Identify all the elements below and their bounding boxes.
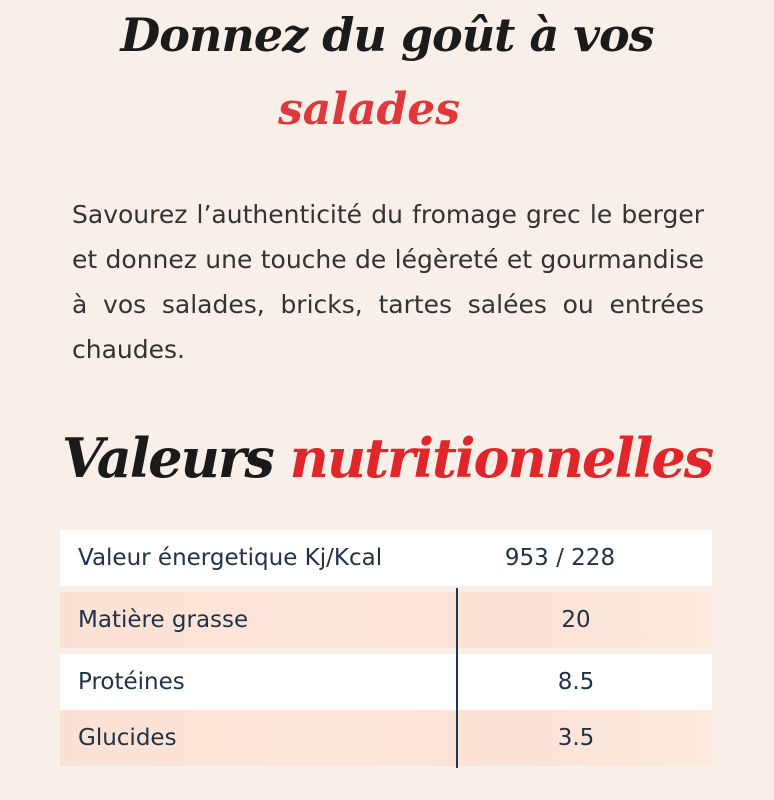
nutrition-title bbox=[0, 418, 774, 498]
row-value: 20 bbox=[561, 607, 591, 633]
nutrition-title-dark: Valeurs bbox=[61, 426, 273, 490]
row-label: Matière grasse bbox=[78, 607, 249, 633]
row-label: Glucides bbox=[78, 725, 177, 751]
table-row bbox=[60, 654, 712, 710]
column-divider bbox=[456, 588, 458, 768]
row-value: 3.5 bbox=[557, 725, 595, 751]
hero-title: Donnez du goût à vos bbox=[120, 8, 654, 62]
row-label: Valeur énergetique Kj/Kcal bbox=[78, 545, 383, 571]
nutrition-table bbox=[60, 530, 712, 770]
row-value: 953 / 228 bbox=[504, 545, 616, 571]
table-row bbox=[60, 530, 712, 586]
nutrition-title-red: nutritionnelles bbox=[289, 426, 713, 490]
row-value: 8.5 bbox=[557, 669, 595, 695]
table-row bbox=[60, 710, 712, 766]
intro-paragraph: Savourez l’authenticité du fromage grec le berger et donnez une touche de légèreté et gourmandise à vos salades, bricks, tartes salées ou entrées chaudes. bbox=[72, 200, 704, 364]
hero-accent-word: salades bbox=[277, 84, 461, 135]
table-row bbox=[60, 592, 712, 648]
row-label: Protéines bbox=[78, 669, 185, 695]
